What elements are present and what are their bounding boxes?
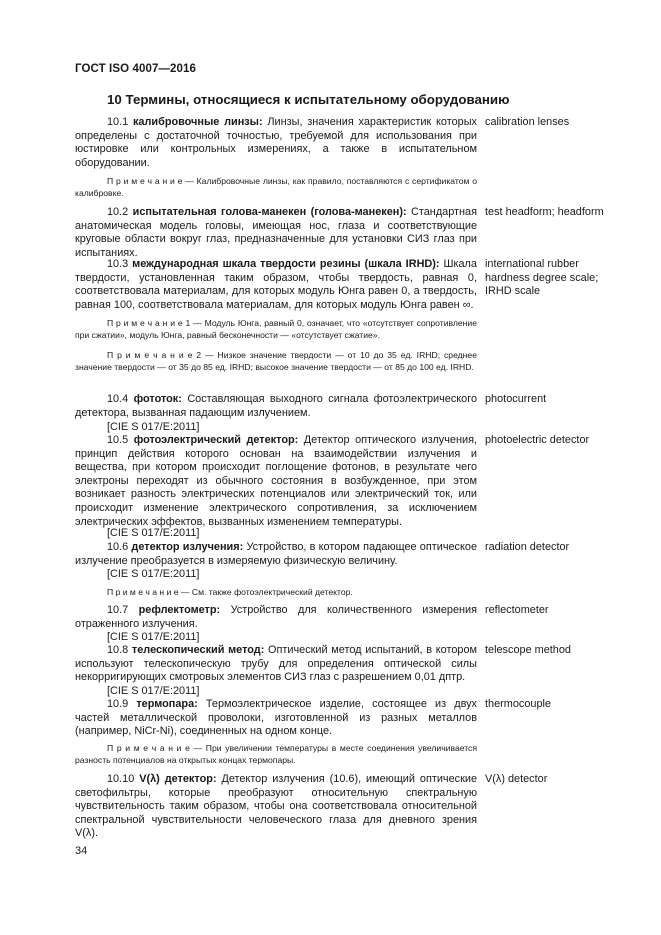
term-definition: Устройство для количественного измерения отраженного излучения. <box>75 604 478 630</box>
term-name: детектор излучения: <box>131 541 244 553</box>
term-entry-10-3 <box>75 258 477 312</box>
note-label: П р и м е ч а н и е — <box>107 176 194 186</box>
term-definition: Детектор оптического излучения, принцип действия которого основан на взаимодействии излучения и вещества, при котором происходит поглощение фотонов, в результате чего электроны переходят из обычного состояния в возбужденное, при этом возникает разность электрических потенциалов или электрический ток, или происходит изменение электрического сопротивления, за исключением электрических эффектов, вызванных изменением температуры. <box>75 434 478 528</box>
note-10-9 <box>75 743 477 766</box>
term-english-10-5: photoelectric detector <box>485 434 590 446</box>
term-english-10-9: thermocouple <box>485 698 551 710</box>
term-entry-10-4 <box>75 393 477 420</box>
term-definition: Термоэлектрическое изделие, состоящее из двух частей металлической проволоки, изготовленной из разных металлов (например, NiCr-Ni), соединенных на одном конце. <box>75 698 478 738</box>
term-number: 10.8 <box>107 644 129 656</box>
term-name: фотоэлектрический детектор: <box>133 434 299 446</box>
term-definition: Детектор излучения (10.6), имеющий оптические светофильтры, которые преобразуют относительную спектральную чувствительность таким образом, чтобы она соответствовала относительной спектральной чувствительности человеческого глаза для дневного зрения V(λ). <box>75 773 478 840</box>
note-10-3-1 <box>75 318 477 341</box>
term-english-10-7: reflectometer <box>485 604 549 616</box>
note-text: См. также фотоэлектрический детектор. <box>191 587 353 597</box>
term-definition: Стандартная анатомическая модель головы, имеющая нос, глаза и соответствующие круговые области вокруг глаз, предназначенные для установки СИЗ глаз при испытаниях. <box>75 206 478 259</box>
term-entry-10-8 <box>75 644 477 685</box>
reference-10-7: [CIE S 017/E:2011] <box>107 631 200 643</box>
reference-10-6: [CIE S 017/E:2011] <box>107 568 200 580</box>
term-entry-10-7 <box>75 604 477 631</box>
page-number: 34 <box>75 845 88 857</box>
note-10-3-2 <box>75 350 477 373</box>
term-definition: Оптический метод испытаний, в котором используют телескопическую трубу для определения оптической силы некорригирующих смотровых элементов СИЗ глаз с разрешением 0,01 дптр. <box>75 644 477 684</box>
term-number: 10.7 <box>107 604 129 616</box>
term-entry-10-5 <box>75 434 477 529</box>
term-definition: Линзы, значения характеристик которых определены с достаточной точностью, требуемой для использования при юстировке или контрольных измерениях, а также в испытательном оборудовании. <box>75 116 477 169</box>
term-entry-10-2 <box>75 206 477 260</box>
note-text: Низкое значение твердости — от 10 до 35 ед. IRHD; среднее значение твердости — от 35 до 85 ед. IRHD; высокое значение твердости — от 85 до 100 ед. IRHD. <box>75 350 477 372</box>
term-entry-10-6 <box>75 541 477 568</box>
term-number: 10.3 <box>107 258 129 270</box>
document-header: ГОСТ ISO 4007—2016 <box>75 63 197 75</box>
note-10-6 <box>75 587 477 599</box>
term-entry-10-1 <box>75 116 477 170</box>
term-name: фототок: <box>133 393 182 405</box>
reference-10-8: [CIE S 017/E:2011] <box>107 685 200 697</box>
term-number: 10.9 <box>107 698 129 710</box>
term-english-10-1: calibration lenses <box>485 116 570 128</box>
term-entry-10-10 <box>75 773 477 841</box>
reference-10-4: [CIE S 017/E:2011] <box>107 421 200 433</box>
note-text: При увеличении температуры в месте соединения увеличивается разность потенциалов на открытых концах термопары. <box>75 743 478 765</box>
term-english-10-6: radiation detector <box>485 541 570 553</box>
term-english-10-4: photocurrent <box>485 393 547 405</box>
term-definition: Составляющая выходного сигнала фотоэлектрического детектора, вызванная падающим излучением. <box>75 393 478 419</box>
term-english-10-10: V(λ) detector <box>485 773 548 785</box>
term-number: 10.1 <box>107 116 129 128</box>
term-number: 10.2 <box>107 206 129 218</box>
note-text: Калибровочные линзы, как правило, поставляются с сертификатом о калибровке. <box>75 176 478 198</box>
note-label: П р и м е ч а н и е — <box>107 743 203 753</box>
term-english-10-2: test headform; headform <box>485 206 604 218</box>
term-name: V(λ) детектор: <box>139 773 217 785</box>
term-name: калибровочные линзы: <box>132 116 263 128</box>
term-name: испытательная голова-манекен (голова-манекен): <box>132 206 407 218</box>
term-number: 10.4 <box>107 393 129 405</box>
term-name: международная шкала твердости резины (шкала IRHD): <box>132 258 440 270</box>
term-english-10-8: telescope method <box>485 644 571 656</box>
note-text: Модуль Юнга, равный 0, означает, что «отсутствует сопротивление при сжатии», модуль Юнга, равный бесконечности — «отсутствует сжатие». <box>75 318 477 340</box>
term-english-10-3: international rubber hardness degree scale; IRHD scale <box>485 258 599 298</box>
reference-10-5: [CIE S 017/E:2011] <box>107 527 200 539</box>
section-title: 10 Термины, относящиеся к испытательному оборудованию <box>107 92 510 107</box>
term-number: 10.10 <box>107 773 135 785</box>
note-label: П р и м е ч а н и е 1 — <box>107 318 202 328</box>
term-name: телескопический метод: <box>131 644 265 656</box>
term-entry-10-9 <box>75 698 477 739</box>
term-number: 10.5 <box>107 434 129 446</box>
note-label: П р и м е ч а н и е — <box>107 587 190 597</box>
note-label: П р и м е ч а н и е 2 — <box>107 350 214 360</box>
term-definition: Шкала твердости, установленная таким образом, чтобы твердость, равная 0, соответствовала материалам, для которых модуль Юнга равен 0, а твердость, равная 100, соответствовала материалам, для которых модуль Юнга равен ∞. <box>75 258 477 311</box>
term-name: термопара: <box>136 698 198 710</box>
term-definition: Устройство, в котором падающее оптическое излучение преобразуется в измеряемую физическую величину. <box>75 541 477 567</box>
term-name: рефлектометр: <box>138 604 221 616</box>
term-number: 10.6 <box>107 541 129 553</box>
note-10-1 <box>75 176 477 199</box>
